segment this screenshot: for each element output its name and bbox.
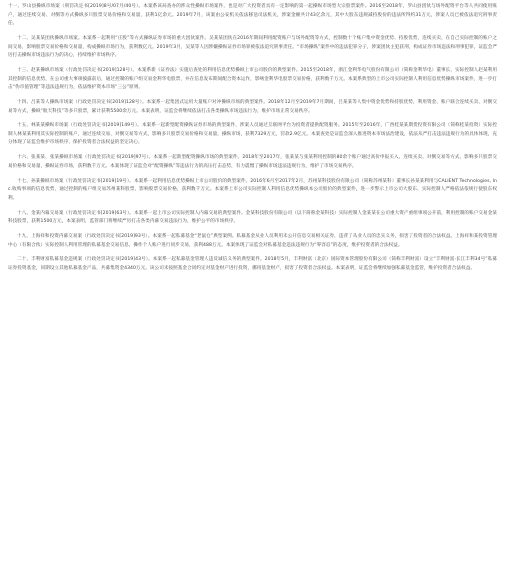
case-paragraph-15: 十五、林某某操纵市场案（行政处罚决定书[2019]149号）。本案系一起新型配资操纵证券市场的典型案件，涉案人员通过互联网平台为投资者提供配资服务。2015年至2016年，广西桂某某期货投资有限公司（简称桂某投资）实际控制人林某某利用其实际控制的账户，通过连续交易、对倒交易等方式，影响多只股票交易价格和交易量，操纵市场，获利7329万元，罚款2.9亿元。本案查处是证监会深入推进资本市场法治建设，依法从严打击违法违规行为的具体体现，充分体现了证监会维护市场秩序、保护投资者合法权益的坚定决心。 xyxy=(8,123,497,146)
case-paragraph-18: 十八、金某内幕交易案（行政处罚决定书[2019]63号）。本案系一起上市公司实际控制人内幕交易的典型案件。金某科技股份有限公司（以下简称金某科技）实际控制人金某某在公司重大资产重组事项公开前，利用控制的账户交易金某科技股票，获利1500万元，本案表明，监管部门将继续严厉打击各类内幕交易违法行为，维护公平的市场秩序。 xyxy=(8,210,497,225)
case-paragraph-17: 十七、孙某操纵市场案（行政处罚决定书[2019]19号）。本案系一起利用信息优势操纵上市公司股价的典型案件。2016年6月至2017年2月，苏州某科技股份有限公司（简称苏州某科）董事长孙某某利用与CALIENT Technologies, Inc.收购事项的信息优势，通过控制的账户组交易苏州某科股票，影响股票交易价格，获利数千万元。本案系上市公司实际控制人利用信息优势操纵本公司股价的典型案件，进一步警示上市公司大股东、实际控制人严格依法依规行使股东权利。 xyxy=(8,178,497,201)
case-paragraph-14: 十四、吕某等人操纵市场案（行政处罚决定书[2019]128号）。本案系一起集团式运用大量账户对冲操纵市场的典型案件。2018年12月至2019年7月期间，吕某某等人集中资金优势和持股优势，利用资金、账户联合连续买卖、对倒交易等方式，操纵“航天科技”等多只股票，累计获利5500余万元。本案表明，证监会将继续依法打击各类操纵市场违法行为，维护市场正常交易秩序。 xyxy=(8,99,497,114)
case-paragraph-11: 十一、罗山县操纵市场案（刑罚决定书[2019]8号/07月/40号）。本案系该局查办的涉众性操纵市场案件，也是对广大投资者具有一定影响的第一起操纵市场型大宗股票案件。2016至2018年，罗山县团伙与场外配资平台等人共同使用账户，通过连续交易、对倒等方式操纵多只股票交易价格和交易量，获利1亿余元。2019年7月，该案由公安机关依法移送司法机关，涉案金额共计43亿余元，其中大股东违规减持股份的违法所得约31万元，涉案人员已被依法追究刑事责任。 xyxy=(8,4,497,27)
case-paragraph-20: 二十、丰利财富私募基金违规案（行政处罚决定书[2019]43号）。本案系一起私募基金管理人违反诚信义务的典型案件。2018年5月，丰利财富（北京）国际资本管理股份有限公司（简称丰利财富）设立“丰利财富·长江丰利34号”私募证券投资基金，同期设立其他私募基金产品，共募集资金4340万元。该公司未按照基金合同约定对基金财产进行投资，挪用基金财产，损害了投资者合法权益。本案表明，证监会将继续加强私募基金监管，维护投资者合法权益。 xyxy=(8,257,497,271)
case-paragraph-19: 十九、上海祥和投资内幕交易案（行政处罚决定书[2019]93号）。本案系一起私募基金“老鼠仓”典型案例。私募基金从业人员利用未公开信息交易相关证券，违背了从业人员的忠实义务，损害了投资者的合法权益。上海祥和某投资管理中心（有限合伙）实际控制人利用管理的私募基金交易信息，操作个人账户进行同步交易，获利488万元。本案体现了证监会对私募基金违法违规行为“零容忍”的态度，维护投资者的合法权益。 xyxy=(8,233,497,248)
case-paragraph-12: 十二、吴某某团伙操纵市场案。本案系一起利用“庄股”等方式操纵证券市场的重大团伙案件。吴某某团伙在2016年期间利用配资账户与场外配资等方式，控制数十个账户集中资金优势、持股优势，连续买卖、在自己实际控制的账户之间交易，影响股票交易价格和交易量，构成操纵市场行为，获利数亿元。2019年3月，吴某等人因涉嫌操纵证券市场罪被依法追究刑事责任。“市场操纵”案件中的违法犯罪分子，涉案团伙主犯获刑，构成证券市场违法和刑事犯罪，证监会严厉打击操纵市场违法行为的决心，持续维护市场秩序。 xyxy=(8,35,497,59)
case-paragraph-13: 十三、赵某操纵市场案（行政处罚决定书[2019]128号）。本案系新《证券法》实施后查处的利用信息优势操纵上市公司股价的典型案件。2015至2018年，浙江金利华电气股份有限公司（简称金利华电）董事长、实际控制人赵某利用其控制的信息优势，在公司重大事项披露前后，通过控制的账户组交易金利华电股票，并在信息发布期间配合资本运作，影响金利华电股票交易价格，获利数千万元。本案系典型的上市公司实际控制人利用信息优势操纵市场案件，进一步打击“伪市值管理”等违法违规行为，依法维护资本市场“三公”原则。 xyxy=(8,67,497,91)
case-paragraph-16: 十六、张某某、张某操纵市场案（行政处罚决定书[2019]97号）。本案系一起新型配资操纵市场的典型案件。2018年至2017年，张某某与张某利用控制的80余个账户通过高价申报买入、连续买卖、对倒交易等方式，影响多只股票交易价格和交易量，操纵证券市场，获利数千万元。本案体现了证监会对“配资操纵”等违法行为的高压打击态势，有力震慑了操纵市场违法违规行为，维护了市场交易秩序。 xyxy=(8,155,497,169)
